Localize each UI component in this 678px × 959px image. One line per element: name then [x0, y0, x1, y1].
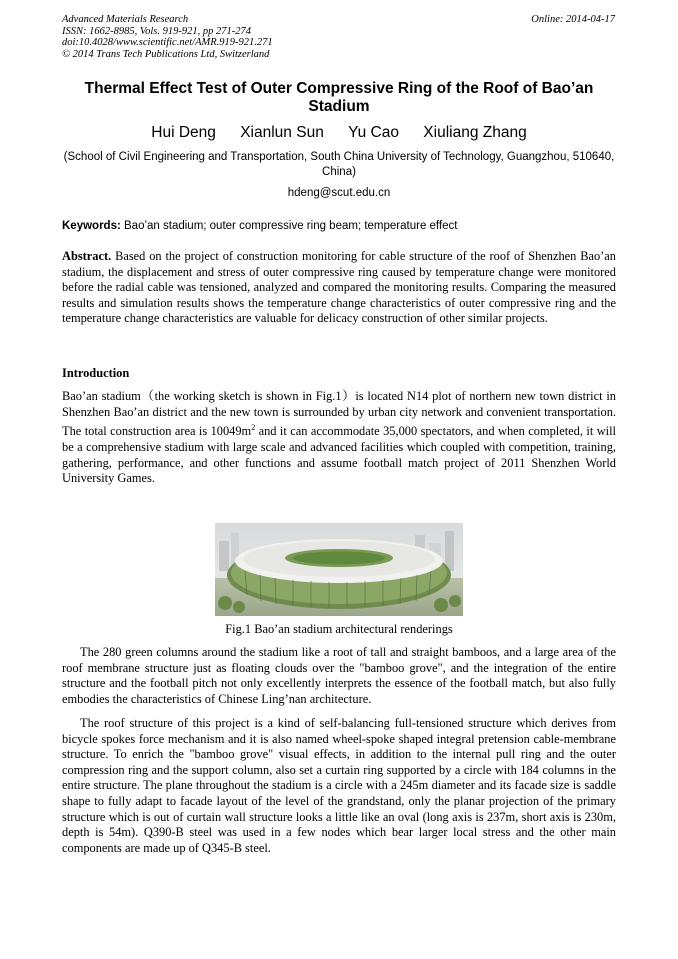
doi-line: doi:10.4028/www.scientific.net/AMR.919-921.271 [62, 37, 273, 48]
intro-paragraph [62, 389, 616, 487]
stadium-rendering-image [215, 523, 463, 616]
body-paragraph: The 280 green columns around the stadium like a root of tall and straight bamboos, and a large area of the roof membrane structure just as floating clouds over the "bamboo grove", and the integration of the entire structure and the football pitch not only excellently interprets the essence of the football match, but also fully embodies the characteristics of Chinese Ling’nan architecture. [62, 645, 616, 706]
author-name: Xianlun Sun [240, 124, 324, 141]
journal-header [62, 14, 273, 60]
abstract [62, 249, 616, 327]
author-list [62, 124, 616, 142]
intro-text-b: and it can accommodate 35,000 spectators, and when completed, it will be a comprehensive stadium with large scale and advanced facilities which coupled with competition, training, gathering, performance, and other functions and assume football match project of 2011 Shenzhen World University Games. [62, 424, 616, 486]
paper-title: Thermal Effect Test of Outer Compressive Ring of the Roof of Bao’an Stadium [84, 80, 594, 115]
journal-name: Advanced Materials Research [62, 14, 189, 25]
figure-caption: Fig.1 Bao’an stadium architectural renderings [225, 622, 453, 636]
keywords-label: Keywords: [62, 220, 121, 232]
superscript: 2 [251, 423, 256, 433]
author-name: Hui Deng [151, 124, 216, 141]
abstract-label: Abstract. [62, 249, 112, 263]
keywords [62, 219, 616, 234]
copyright-line: © 2014 Trans Tech Publications Ltd, Switzerland [62, 48, 270, 60]
abstract-text: Based on the project of construction monitoring for cable structure of the roof of Shenzhen Bao’an stadium, the displacement and stress of outer compressive ring caused by temperature change were monitored before the radial cable was tensioned, analyzed and compared the monitoring results. Comparing the measured results and simulation results shows the temperature change characteristics of outer compressive ring and the temperature change characteristics are valuable for delicacy construction of other similar projects. [62, 249, 616, 326]
affiliation: (School of Civil Engineering and Transportation, South China University of Technology, Guangzhou, 510640, China) [63, 151, 615, 178]
keywords-text: Bao’an stadium; outer compressive ring beam; temperature effect [124, 220, 458, 232]
intro-text-a: Bao’an stadium（the working sketch is shown in Fig.1）is located N14 plot of northern new town district in Shenzhen Bao’an district and the new town is surrounded by urban city network and convenient transportation. The total construction area is 10049m [62, 389, 616, 439]
online-date: Online: 2014-04-17 [531, 14, 615, 25]
author-name: Xiuliang Zhang [423, 124, 527, 141]
section-heading-introduction: Introduction [62, 366, 130, 380]
issn-line: ISSN: 1662-8985, Vols. 919-921, pp 271-274 [62, 25, 251, 37]
author-name: Yu Cao [348, 124, 399, 141]
body-paragraph: The roof structure of this project is a kind of self-balancing full-tensioned structure which derives from bicycle spokes force mechanism and it is also named wheel-spoke shaped integral pretension cable-membrane structure. To enrich the "bamboo grove" visual effects, in addition to the internal pull ring and the outer compression ring and the support column, also set a curtain ring supported by a circle with 184 columns in the entire structure. The plane throughout the stadium is a circle with a 245m diameter and its facade size is saddle shape to fully adapt to facade layout of the level of the grandstand, only the planar projection of the primary structure which is out of curtain wall structure looks a little like an oval (long axis is 237m, short axis is 230m, depth is 54m). Q390-B steel was used in a few nodes which bear larger local stress and the other main components are made up of Q345-B steel. [62, 716, 616, 855]
author-email: hdeng@scut.edu.cn [287, 187, 391, 199]
